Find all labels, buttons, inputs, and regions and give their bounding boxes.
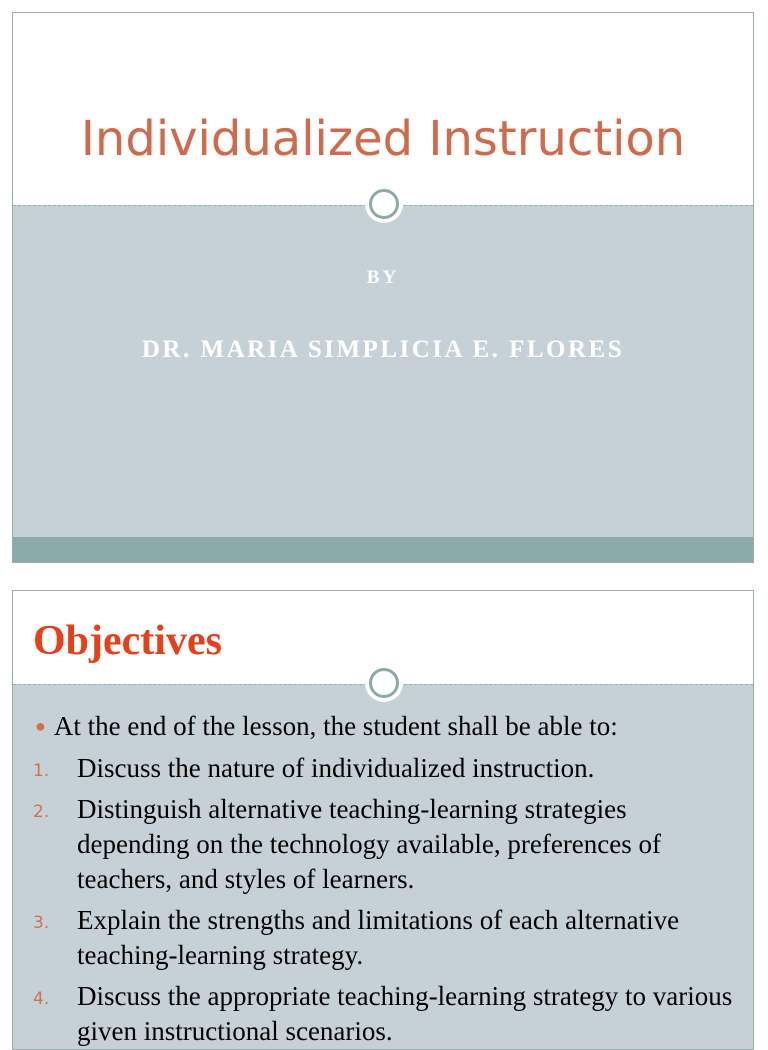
item-text: Distinguish alternative teaching-learning strategies depending on the technology available, preferences of teachers, and styles of learners.	[77, 794, 662, 894]
item-number: 4.	[33, 989, 50, 1009]
item-text: Discuss the nature of individualized instruction.	[77, 753, 595, 783]
lead-text: At the end of the lesson, the student shall be able to:	[53, 711, 618, 741]
item-text: Explain the strengths and limitations of each alternative teaching-learning strategy.	[77, 905, 680, 970]
item-number: 3.	[33, 913, 50, 933]
slide-title: Individualized Instruction	[80, 111, 686, 167]
list-item	[13, 903, 753, 973]
item-text: Discuss the appropriate teaching-learning strategy to various given instructional scenarios.	[77, 981, 733, 1046]
item-number: 2.	[33, 802, 50, 822]
objectives-title: Objectives	[33, 618, 222, 664]
lead-bullet	[35, 709, 618, 743]
circle-ornament-icon	[365, 185, 403, 223]
title-slide	[12, 12, 754, 563]
author-name: DR. MARIA SIMPLICIA E. FLORES	[141, 336, 625, 363]
objectives-slide	[12, 590, 754, 1050]
by-label: BY	[366, 267, 400, 288]
list-item	[13, 979, 753, 1049]
list-item	[13, 792, 753, 897]
objectives-list	[13, 751, 753, 1050]
bullet-icon: ●	[35, 716, 46, 736]
list-item	[13, 751, 753, 786]
circle-ornament-icon	[365, 664, 403, 702]
item-number: 1.	[33, 761, 50, 781]
footer-band	[13, 537, 753, 563]
